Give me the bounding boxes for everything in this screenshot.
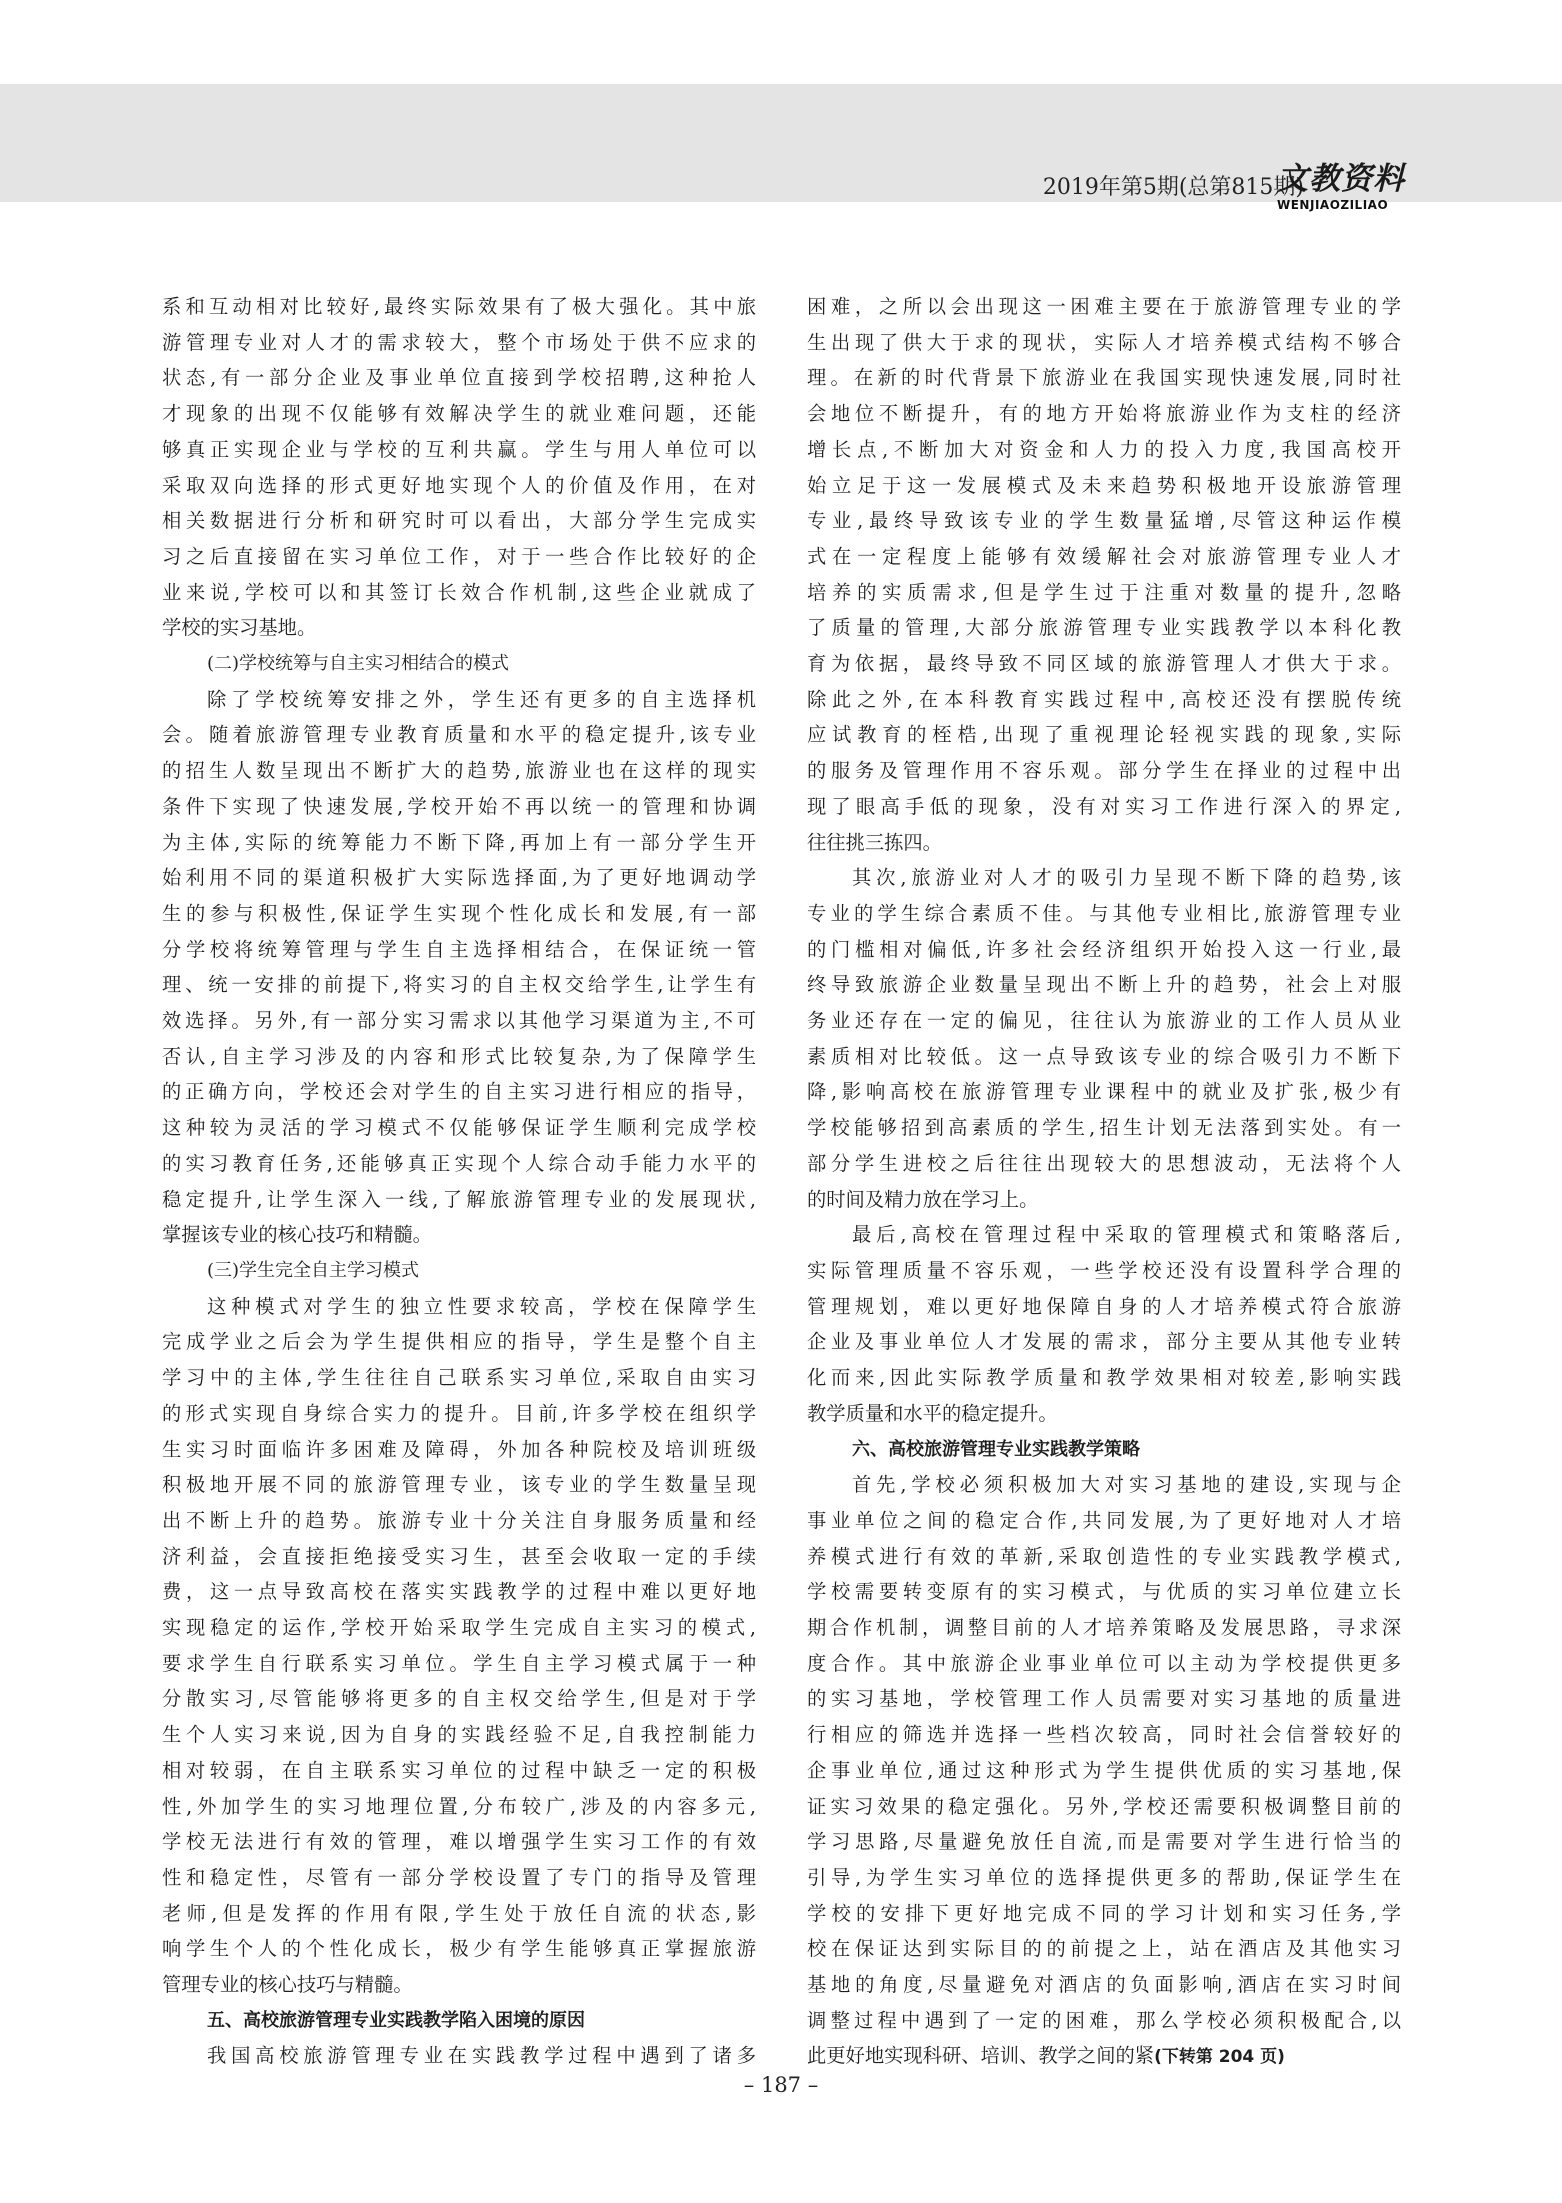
text-line: 证实习效果的稳定强化。另外,学校还需要积极调整目前的: [807, 1794, 1401, 1818]
text-line: 行相应的筛选并选择一些档次较高，同时社会信誉较好的: [807, 1723, 1401, 1747]
text-line: 教学质量和水平的稳定提升。: [807, 1401, 1058, 1425]
text-line: 务业还存在一定的偏见，往往认为旅游业的工作人员从业: [807, 1009, 1401, 1033]
text-line: 困难，之所以会出现这一困难主要在于旅游管理专业的学: [807, 295, 1401, 318]
right-column: [807, 289, 1401, 2076]
text-line: 要求学生自行联系实习单位。学生自主学习模式属于一种: [162, 1651, 756, 1675]
text-line: 管理专业的核心技巧与精髓。: [162, 1973, 413, 1997]
text-line: 企事业单位,通过这种形式为学生提供优质的实习基地,保: [807, 1758, 1401, 1782]
text-line: 习之后直接留在实习单位工作，对于一些合作比较好的企: [162, 544, 756, 568]
text-line: 的招生人数呈现出不断扩大的趋势,旅游业也在这样的现实: [162, 759, 756, 783]
text-line: 最后,高校在管理过程中采取的管理模式和策略落后,: [852, 1223, 1401, 1247]
text-line: 效选择。另外,有一部分实习需求以其他学习渠道为主,不可: [162, 1009, 756, 1033]
text-line: 学习中的主体,学生往往自己联系实习单位,采取自由实习: [162, 1366, 756, 1390]
section-heading: 六、高校旅游管理专业实践教学策略: [852, 1438, 1140, 1460]
text-line: 为主体,实际的统筹能力不断下降,再加上有一部分学生开: [162, 830, 756, 854]
text-line: 学校的安排下更好地完成不同的学习计划和实习任务,学: [807, 1901, 1401, 1925]
text-line: 学校需要转变原有的实习模式，与优质的实习单位建立长: [807, 1580, 1401, 1604]
text-line: 出不断上升的趋势。旅游专业十分关注自身服务质量和经: [162, 1508, 756, 1532]
text-line: 学校的实习基地。: [162, 616, 317, 640]
text-line: 度合作。其中旅游企业事业单位可以主动为学校提供更多: [807, 1651, 1401, 1675]
text-line: 部分学生进校之后往往出现较大的思想波动，无法将个人: [807, 1151, 1401, 1175]
text-line: 终导致旅游企业数量呈现出不断上升的趋势，社会上对服: [807, 973, 1401, 997]
text-line: 分散实习,尽管能够将更多的自主权交给学生,但是对于学: [162, 1687, 756, 1711]
text-line: 相对较弱，在自主联系实习单位的过程中缺乏一定的积极: [162, 1758, 756, 1782]
subsection-heading: (三)学生完全自主学习模式: [207, 1259, 420, 1281]
text-line: 的正确方向，学校还会对学生的自主实习进行相应的指导，: [162, 1080, 756, 1104]
text-line: 这种模式对学生的独立性要求较高，学校在保障学生: [207, 1294, 756, 1318]
text-line: 否认,自主学习涉及的内容和形式比较复杂,为了保障学生: [162, 1044, 756, 1068]
text-line: 相关数据进行分析和研究时可以看出，大部分学生完成实: [162, 509, 756, 533]
journal-logo-cn: 文教资料: [1277, 161, 1405, 197]
text-line: 费，这一点导致高校在落实实践教学的过程中难以更好地: [162, 1580, 756, 1604]
section-heading: 五、高校旅游管理专业实践教学陷入困境的原因: [207, 2009, 585, 2031]
text-line: 性,外加学生的实习地理位置,分布较广,涉及的内容多元,: [162, 1794, 756, 1818]
text-line: 实际管理质量不容乐观，一些学校还没有设置科学合理的: [807, 1258, 1401, 1282]
text-line: 这种较为灵活的学习模式不仅能够保证学生顺利完成学校: [162, 1116, 756, 1140]
text-line: 系和互动相对比较好,最终实际效果有了极大强化。其中旅: [162, 295, 756, 318]
text-line: 实现稳定的运作,学校开始采取学生完成自主实习的模式,: [162, 1616, 756, 1640]
text-line: 始利用不同的渠道积极扩大实际选择面,为了更好地调动学: [162, 866, 756, 890]
text-line: 才现象的出现不仅能够有效解决学生的就业难问题，还能: [162, 402, 756, 426]
text-line: 的服务及管理作用不容乐观。部分学生在择业的过程中出: [807, 759, 1401, 783]
text-line: 生实习时面临许多困难及障碍，外加各种院校及培训班级: [162, 1437, 756, 1461]
text-line: 专业的学生综合素质不佳。与其他专业相比,旅游管理专业: [807, 901, 1401, 925]
text-line: 增长点,不断加大对资金和人力的投入力度,我国高校开: [807, 437, 1401, 461]
text-line: 济利益，会直接拒绝接受实习生，甚至会收取一定的手续: [162, 1544, 756, 1568]
text-line: 的门槛相对偏低,许多社会经济组织开始投入这一行业,最: [807, 937, 1401, 961]
text-line: 了质量的管理,大部分旅游管理专业实践教学以本科化教: [807, 616, 1401, 640]
text-line: 的实习基地，学校管理工作人员需要对实习基地的质量进: [807, 1687, 1401, 1711]
text-line: 专业,最终导致该专业的学生数量猛增,尽管这种运作模: [807, 509, 1401, 533]
text-line: 管理规划，难以更好地保障自身的人才培养模式符合旅游: [807, 1294, 1401, 1318]
journal-logo-en: WENJIAOZILIAO: [1277, 198, 1389, 212]
text-line: 条件下实现了快速发展,学校开始不再以统一的管理和协调: [162, 794, 756, 818]
text-line: 积极地开展不同的旅游管理专业，该专业的学生数量呈现: [162, 1473, 756, 1497]
text-line: 生个人实习来说,因为自身的实践经验不足,自我控制能力: [162, 1723, 756, 1747]
text-line: 养模式进行有效的革新,采取创造性的专业实践教学模式,: [807, 1544, 1401, 1568]
text-line: 调整过程中遇到了一定的困难，那么学校必须积极配合,以: [807, 2008, 1401, 2032]
text-line: 会地位不断提升，有的地方开始将旅游业作为支柱的经济: [807, 402, 1401, 426]
text-line: 培养的实质需求,但是学生过于注重对数量的提升,忽略: [807, 580, 1401, 604]
page-number: – 187 –: [743, 2073, 819, 2097]
text-line: 育为依据，最终导致不同区域的旅游管理人才供大于求。: [807, 652, 1401, 676]
text-line: 分学校将统筹管理与学生自主选择相结合，在保证统一管: [162, 937, 756, 961]
text-line: 的时间及精力放在学习上。: [807, 1187, 1039, 1211]
text-line-content: 此更好地实现科研、培训、教学之间的紧: [807, 2044, 1155, 2068]
text-line: 现了眼高手低的现象，没有对实习工作进行深入的界定,: [807, 794, 1401, 818]
text-line: 除此之外,在本科教育实践过程中,高校还没有摆脱传统: [807, 687, 1401, 711]
text-line: 期合作机制，调整目前的人才培养策略及发展思路，寻求深: [807, 1616, 1401, 1640]
text-line: 基地的角度,尽量避免对酒店的负面影响,酒店在实习时间: [807, 1973, 1401, 1997]
text-line: 性和稳定性，尽管有一部分学校设置了专门的指导及管理: [162, 1865, 756, 1889]
text-line: 引导,为学生实习单位的选择提供更多的帮助,保证学生在: [807, 1865, 1401, 1889]
text-line: 企业及事业单位人才发展的需求，部分主要从其他专业转: [807, 1330, 1401, 1354]
journal-logo: [1277, 162, 1427, 212]
continued-note: (下转第 204 页): [1154, 2047, 1285, 2068]
text-line: 采取双向选择的形式更好地实现个人的价值及作用，在对: [162, 473, 756, 497]
text-line: 学校无法进行有效的管理，难以增强学生实习工作的有效: [162, 1830, 756, 1854]
text-line: 完成学业之后会为学生提供相应的指导，学生是整个自主: [162, 1330, 756, 1354]
text-line: 首先,学校必须积极加大对实习基地的建设,实现与企: [852, 1473, 1401, 1497]
text-line: 始立足于这一发展模式及未来趋势积极地开设旅游管理: [807, 473, 1401, 497]
text-line: 往往挑三拣四。: [807, 830, 942, 854]
text-line: 的实习教育任务,还能够真正实现个人综合动手能力水平的: [162, 1151, 756, 1175]
text-line: 除了学校统筹安排之外，学生还有更多的自主选择机: [207, 687, 756, 711]
text-line: 响学生个人的个性化成长，极少有学生能够真正掌握旅游: [162, 1937, 756, 1961]
text-line: 素质相对比较低。这一点导致该专业的综合吸引力不断下: [807, 1044, 1401, 1068]
text-line: 老师,但是发挥的作用有限,学生处于放任自流的状态,影: [162, 1901, 756, 1925]
text-line: 理。在新的时代背景下旅游业在我国实现快速发展,同时社: [807, 366, 1401, 390]
subsection-heading: (二)学校统筹与自主实习相结合的模式: [207, 653, 510, 675]
text-line: 掌握该专业的核心技巧和精髓。: [162, 1223, 432, 1247]
text-line: 业来说,学校可以和其签订长效合作机制,这些企业就成了: [162, 580, 756, 604]
text-line: 应试教育的桎梏,出现了重视理论轻视实践的现象,实际: [807, 723, 1401, 747]
text-line: 会。随着旅游管理专业教育质量和水平的稳定提升,该专业: [162, 723, 756, 747]
text-line: 稳定提升,让学生深入一线,了解旅游管理专业的发展现状,: [162, 1187, 756, 1211]
text-line: [807, 2038, 1401, 2076]
text-line: 学校能够招到高素质的学生,招生计划无法落到实处。有一: [807, 1116, 1401, 1140]
text-line: 的形式实现自身综合实力的提升。目前,许多学校在组织学: [162, 1401, 756, 1425]
text-line: 降,影响高校在旅游管理专业课程中的就业及扩张,极少有: [807, 1080, 1401, 1104]
text-line: 式在一定程度上能够有效缓解社会对旅游管理专业人才: [807, 544, 1401, 568]
text-line: 理、统一安排的前提下,将实习的自主权交给学生,让学生有: [162, 973, 756, 997]
text-line: 生出现了供大于求的现状，实际人才培养模式结构不够合: [807, 330, 1401, 354]
text-line: 游管理专业对人才的需求较大，整个市场处于供不应求的: [162, 330, 756, 354]
left-column: [162, 289, 756, 2074]
text-line: 够真正实现企业与学校的互利共赢。学生与用人单位可以: [162, 437, 756, 461]
text-line: 校在保证达到实际目的的前提之上，站在酒店及其他实习: [807, 1937, 1401, 1961]
text-line: 事业单位之间的稳定合作,共同发展,为了更好地对人才培: [807, 1508, 1401, 1532]
text-line: 状态,有一部分企业及事业单位直接到学校招聘,这种抢人: [162, 366, 756, 390]
issue-line: 2019年第5期(总第815期): [1042, 175, 1304, 200]
text-line: 生的参与积极性,保证学生实现个性化成长和发展,有一部: [162, 901, 756, 925]
text-line: 我国高校旅游管理专业在实践教学过程中遇到了诸多: [207, 2044, 756, 2068]
text-line: 其次,旅游业对人才的吸引力呈现不断下降的趋势,该: [852, 866, 1401, 890]
text-line: 化而来,因此实际教学质量和教学效果相对较差,影响实践: [807, 1366, 1401, 1390]
text-line: 学习思路,尽量避免放任自流,而是需要对学生进行恰当的: [807, 1830, 1401, 1854]
